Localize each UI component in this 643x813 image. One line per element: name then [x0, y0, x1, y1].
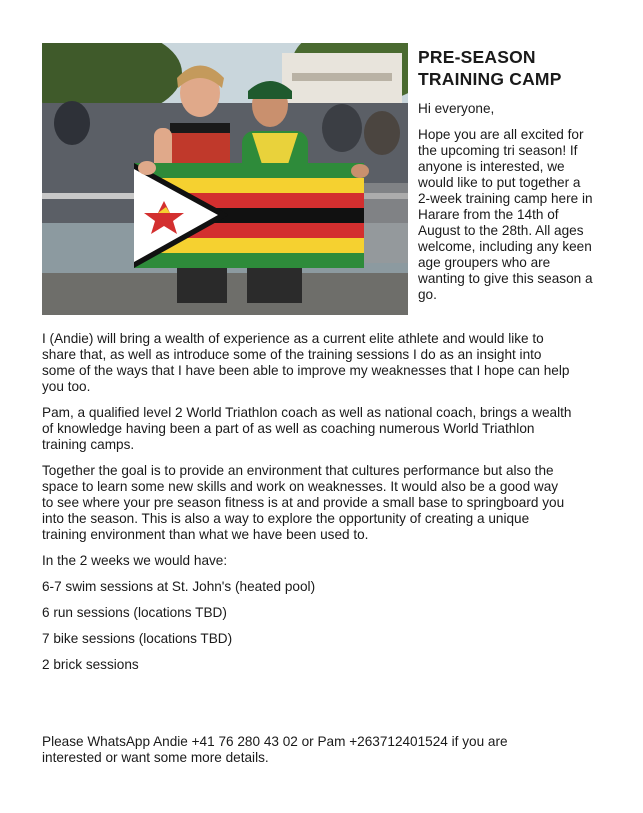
pam-paragraph	[42, 405, 614, 453]
intro-line: go.	[418, 287, 437, 302]
session-item: 7 bike sessions (locations TBD)	[42, 631, 233, 646]
pam-line: Pam, a qualified level 2 World Triathlon coach as well as national coach, brings a wealth	[42, 405, 572, 420]
weeks-intro: In the 2 weeks we would have:	[42, 553, 228, 568]
pam-line: of knowledge having been a part of as well as coaching numerous World Triathlon	[42, 421, 535, 436]
session-item: 2 brick sessions	[42, 657, 139, 672]
greeting: Hi everyone,	[418, 101, 495, 116]
intro-line: August to the 28th. All ages	[418, 223, 584, 238]
page-title	[418, 46, 628, 90]
goal-line: space to learn some new skills and work on weaknesses. It would also be a good way	[42, 479, 559, 494]
contact-line: Please WhatsApp Andie +41 76 280 43 02 or Pam +263712401524 if you are	[42, 734, 508, 749]
intro-line: anyone is interested, we	[418, 159, 565, 174]
andie-line: you too.	[42, 379, 91, 394]
pam-line: training camps.	[42, 437, 135, 452]
andie-line: I (Andie) will bring a wealth of experience as a current elite athlete and would like to	[42, 331, 544, 346]
contact-paragraph	[42, 734, 614, 766]
session-item: 6 run sessions (locations TBD)	[42, 605, 227, 620]
andie-paragraph	[42, 331, 614, 395]
goal-paragraph	[42, 463, 614, 543]
andie-line: share that, as well as introduce some of the training sessions I do as an insight into	[42, 347, 542, 362]
title-line-1: PRE-SEASON	[418, 47, 536, 67]
event-photo	[42, 43, 408, 315]
intro-line: Hope you are all excited for	[418, 127, 584, 142]
intro-paragraph	[418, 127, 628, 303]
body-text	[42, 331, 614, 683]
title-line-2: TRAINING CAMP	[418, 69, 562, 89]
intro-line: wanting to give this season a	[418, 271, 593, 286]
intro-line: the upcoming tri season! If	[418, 143, 578, 158]
goal-line: to see where your pre season fitness is at and provide a small base to springboard you	[42, 495, 565, 510]
session-item: 6-7 swim sessions at St. John's (heated pool)	[42, 579, 316, 594]
intro-line: 2-week training camp here in	[418, 191, 593, 206]
intro-column	[418, 101, 628, 313]
andie-line: some of the ways that I have been able to improve my weaknesses that I hope can help	[42, 363, 570, 378]
goal-line: training environment than what we have been used to.	[42, 527, 369, 542]
intro-line: Harare from the 14th of	[418, 207, 559, 222]
contact-line: interested or want some more details.	[42, 750, 269, 765]
intro-line: age groupers who are	[418, 255, 551, 270]
goal-line: into the season. This is also a way to explore the opportunity of creating a unique	[42, 511, 530, 526]
intro-line: would like to put together a	[418, 175, 581, 190]
intro-line: welcome, including any keen	[418, 239, 592, 254]
goal-line: Together the goal is to provide an environment that cultures performance but also the	[42, 463, 554, 478]
athletes-with-flag-photo	[42, 43, 408, 315]
